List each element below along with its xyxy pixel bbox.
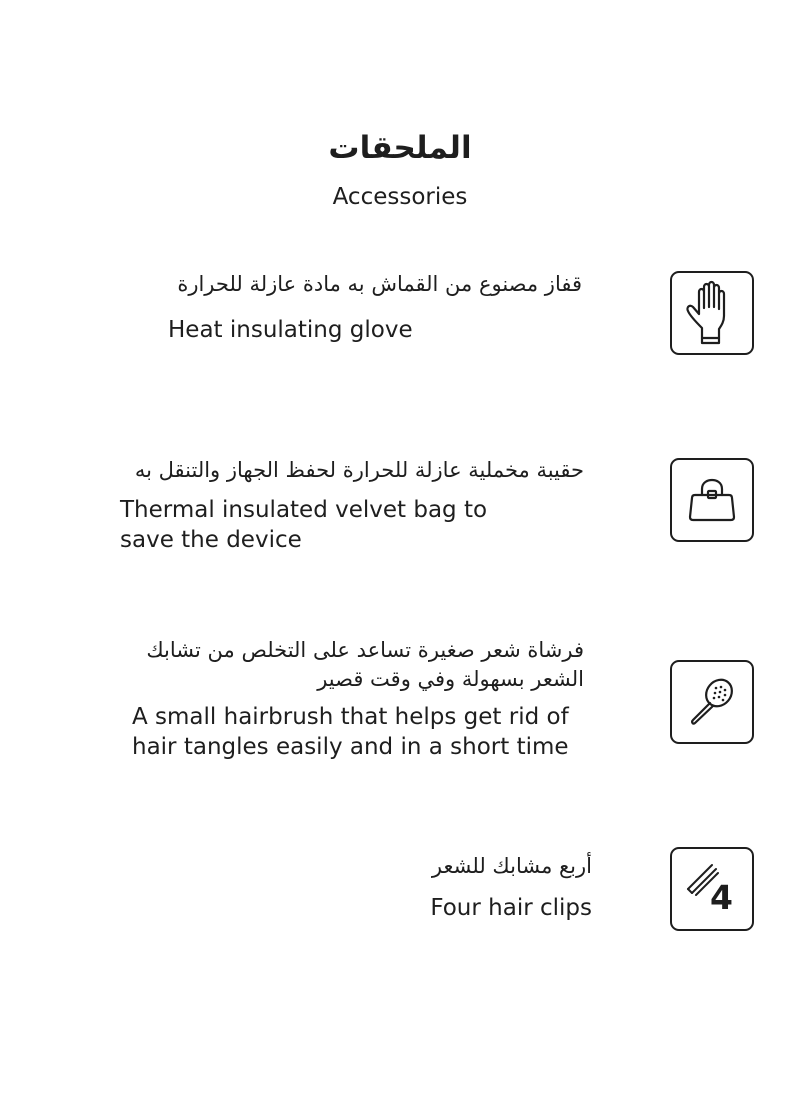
accessory-label-arabic: فرشاة شعر صغيرة تساعد على التخلص من تشابك الشعر بسهولة وفي وقت قصير [146, 638, 584, 691]
glove-icon [684, 278, 740, 348]
page-title-arabic: الملحقات [328, 130, 472, 166]
accessory-label-arabic: قفاز مصنوع من القماش به مادة عازلة للحرارة [177, 272, 582, 296]
accessory-label-english: Heat insulating glove [168, 317, 413, 343]
hairbrush-icon [685, 675, 739, 729]
page-title-english: Accessories [332, 184, 468, 210]
glove-icon-frame [670, 271, 754, 355]
hairbrush-icon-frame [670, 660, 754, 744]
hair-clips-count: 4 [710, 878, 733, 917]
accessory-label-arabic: أربع مشابك للشعر [431, 854, 592, 878]
bag-icon [686, 477, 738, 523]
hair-clips-icon-frame [670, 847, 754, 931]
accessory-label-arabic: حقيبة مخملية عازلة للحرارة لحفظ الجهاز والتنقل به [134, 458, 584, 482]
accessory-label-english: A small hairbrush that helps get rid of hair tangles easily and in a short time [132, 704, 569, 760]
bag-icon-frame [670, 458, 754, 542]
accessory-label-english: Thermal insulated velvet bag to save the device [120, 497, 488, 553]
accessory-label-english: Four hair clips [430, 895, 592, 921]
